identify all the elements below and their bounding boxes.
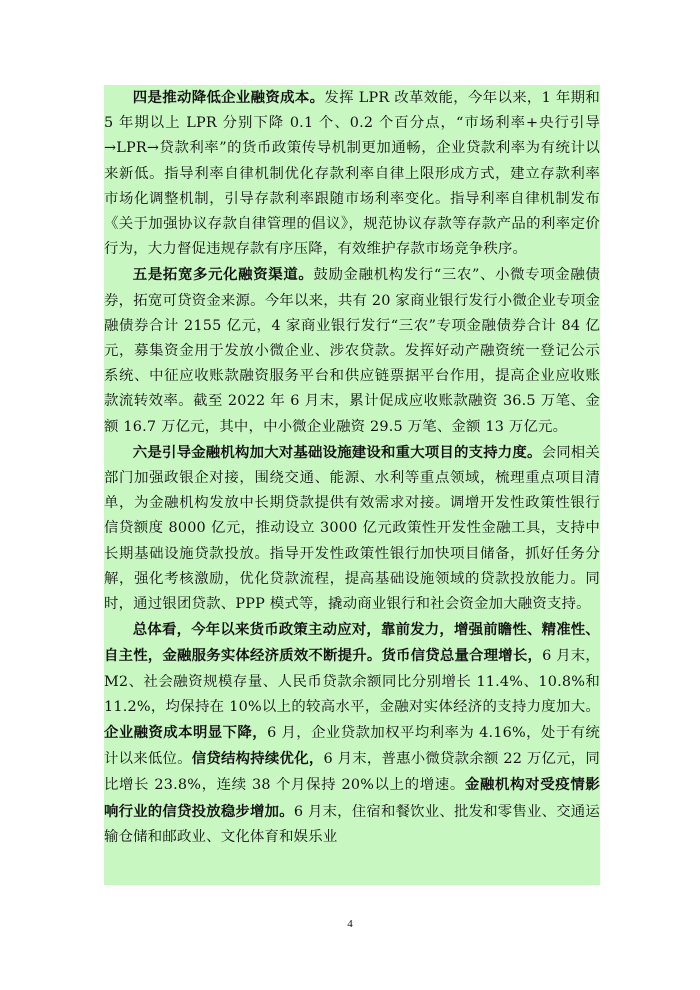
paragraph-lower-financing-costs [104, 85, 600, 262]
paragraph-overall-summary [104, 617, 600, 850]
paragraph-body: 鼓励金融机构发行“三农”、小微专项金融债券，拓宽可贷资金来源。今年以来，共有 20 家商业银行发行小微企业专项金融债券合计 2155 亿元，4 家商业银行发行“三农”专项金融债券合计 84 亿元，募集资金用于发放小微企业、涉农贷款。发挥好动产融资统一登记公示系统、中征应收账款融资服务平台和供应链票据平台作用，提高企业应收账款流转效率。截至 2022 年 6 月末，累计促成应收账款融资 36.5 万笔、金额 16.7 万亿元，其中，中小微企业融资 29.5 万笔、金额 13 万亿元。 [104, 267, 601, 435]
summary-segment: 金融机构对受疫情影响行业的信贷投放稳步增加。 [104, 776, 601, 820]
paragraph-body: 会同相关部门加强政银企对接，围绕交通、能源、水利等重点领域，梳理重点项目清单，为金融机构发放中长期贷款提供有效需求对接。调增开发性政策性银行信贷额度 8000 亿元，推动设立 3000 亿元政策性开发性金融工具，支持中长期基础设施贷款投放。指导开发性政策性银行加快项目储备，抓好任务分解，强化考核激励，优化贷款流程，提高基础设施领域的贷款投放能力。同时，通过银团贷款、PPP 模式等，撬动商业银行和社会资金加大融资支持。 [104, 444, 600, 613]
paragraph-lead: 五是拓宽多元化融资渠道。 [132, 266, 314, 284]
summary-segment: 6 月，企业贷款加权平均利率为 4.16%，处于有统计以来低位。 [104, 725, 600, 768]
summary-segment: 6 月末，住宿和餐饮业、批发和零售业、交通运输仓储和邮政业、文化体育和娱乐业 [104, 803, 600, 845]
summary-segment: 总体看，今年以来货币政策主动应对，靠前发力，增强前瞻性、精准性、自主性，金融服务实体经济质效不断提升。 [104, 621, 600, 665]
paragraph-diversified-financing [104, 262, 600, 439]
summary-segment: 信贷结构持续优化， [191, 750, 324, 768]
paragraph-body: 发挥 LPR 改革效能，今年以来，1 年期和 5 年期以上 LPR 分别下降 0.1 个、0.2 个百分点，“市场利率+央行引导→LPR→贷款利率”的货币政策传导机制更加通畅，企业贷款利率为有统计以来新低。指导利率自律机制优化存款利率自律上限形成方式，建立存款利率市场化调整机制，引导存款利率跟随市场利率变化。指导利率自律机制发布《关于加强协议存款自律管理的倡议》，规范协议存款等存款产品的利率定价行为，大力督促违规存款有序压降，有效维护存款市场竞争秩序。 [104, 90, 600, 258]
paragraph-lead: 六是引导金融机构加大对基础设施建设和重大项目的支持力度。 [132, 443, 542, 461]
summary-segment: 货币信贷总量合理增长， [381, 647, 543, 665]
paragraph-lead: 四是推动降低企业融资成本。 [132, 89, 325, 106]
page-number: 4 [347, 918, 353, 930]
summary-segment: 企业融资成本明显下降， [104, 724, 268, 742]
summary-segment: 6 月末，普惠小微贷款余额 22 万亿元，同比增长 23.8%，连续 38 个月保持 20%以上的增速。 [104, 751, 600, 794]
summary-segment: 6 月末，M2、社会融资规模存量、人民币贷款余额同比分别增长 11.4%、10.8%和 11.2%，均保持在 10%以上的较高水平，金融对实体经济的支持力度加大。 [104, 648, 600, 715]
paragraph-infrastructure-support [104, 440, 600, 617]
highlighted-text-block [104, 85, 600, 885]
